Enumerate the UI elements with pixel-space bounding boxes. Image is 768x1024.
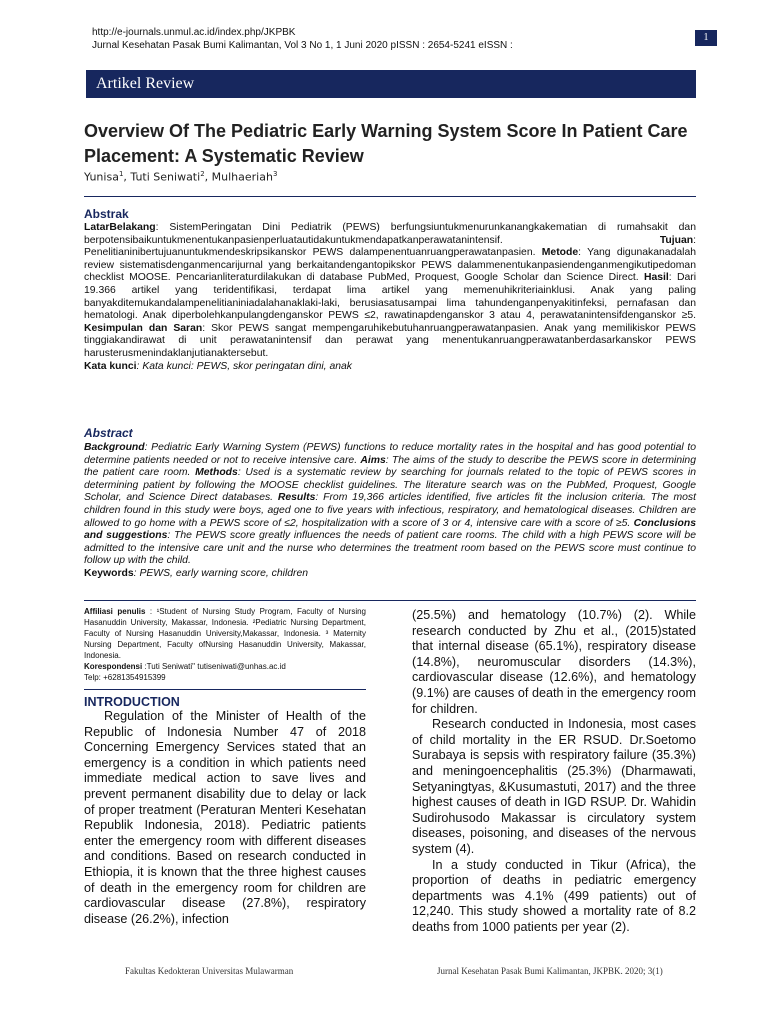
label-results: Results: [277, 492, 316, 504]
label-kesimpulan: Kesimpulan dan Saran: [84, 322, 203, 334]
article-title: Overview Of The Pediatric Early Warning System Score In Patient Care Placement: A Systematic Review: [84, 121, 688, 166]
label-keywords: Keywords: [84, 567, 134, 579]
journal-citation-line: Jurnal Kesehatan Pasak Bumi Kalimantan, Vol 3 No 1, 1 Juni 2020 pISSN : 2654-5241 eISSN :: [92, 40, 513, 51]
footer-left: Fakultas Kedokteran Universitas Mulawarman: [125, 966, 294, 976]
text-background: : Pediatric Early Warning System (PEWS) functions to reduce mortality rates in the hospital and has good potential to determine patients needed or not to receive intensive care.: [84, 442, 696, 466]
left-column: [84, 606, 366, 927]
label-metode: Metode: [541, 247, 579, 259]
author-superscript: 1: [118, 170, 124, 178]
text-aims: : The aims of the study to describe the PEWS score in determining the patient care room.: [84, 454, 696, 479]
page-number-badge: 1: [695, 30, 717, 46]
divider: [84, 196, 696, 197]
correspondence-label: Korespondensi: [84, 662, 143, 671]
label-methods: Methods: [195, 467, 238, 479]
right-column: [412, 608, 696, 935]
body-paragraph: Research conducted in Indonesia, most cases of child mortality in the ER RSUD. Dr.Soetomo Surabaya is sepsis with respiratory failure (35.3%) and meningoencephalitis (25.3%) (Dharmawati, Setyaningtyas, &Kusumastuti, 2017) and the three highest causes of death in IGD RSUP. Dr. Wahidin Sudirohusodo Makassar is circulatory system diseases, poisoning, and diseases of the nervous system (4).: [412, 717, 696, 856]
divider: [84, 600, 696, 601]
author-separator: ,: [204, 170, 212, 184]
journal-url[interactable]: http://e-journals.unmul.ac.id/index.php/JKPBK: [92, 27, 296, 38]
text-kata-kunci: : Kata kunci: PEWS, skor peringatan dini, anak: [136, 360, 352, 372]
affiliation-label: Affiliasi penulis: [84, 607, 146, 616]
abstract-heading: Abstract: [84, 426, 133, 440]
introduction-heading: INTRODUCTION: [84, 689, 366, 709]
text-tujuan: : Penelitianinibertujuanuntukmendeskripsikanskor PEWS dalampenentuanruangperawatanpasien.: [84, 234, 696, 259]
author-separator: ,: [123, 170, 131, 184]
section-label-bar: Artikel Review: [86, 70, 696, 98]
correspondence-text: :Tuti Seniwati" tutiseniwati@unhas.ac.id: [142, 662, 286, 671]
author-name: Yunisa: [84, 170, 119, 184]
author-name: Tuti Seniwati: [130, 170, 201, 184]
text-conclusions: : The PEWS score greatly influences the needs of patient care rooms. The child with a high PEWS score will be admitted to the intensive care unit and the nurse who determines the treatment room based on the PEWS score must continue to follow up with the child.: [84, 530, 696, 567]
text-results: : From 19,366 articles identified, five articles fit the inclusion criteria. The most children found in this study were boys, aged one to five years with infectious, respiratory, and hematological diseases. Children are allowed to go home with a PEWS score of ≤2, hospitalization with a score of 3 or 4, intensive care with a score of ≥5.: [84, 492, 696, 529]
abstract-body: [84, 442, 696, 581]
text-hasil: : Dari 19.366 artikel yang teridentifikasi, terdapat lima artikel yang memenuhikriteriainklusi. Anak yang paling banyakditemukandalampenelitianiniadalahanaklaki-laki, berusiasatusampai lima tahundenganpenyakitinfeksi, pernafasan dan hematologi. Anak diperbolehkanpulangdenganskor PEWS ≤2, rawatinapdenganskor 3 atau 4, perawatanintensifdenganskor ≥5.: [84, 272, 697, 322]
text-methods: : Used is a systematic review by searching for journals related to the topic of PEWS scores in determining patient by following the MOOSE checklist guidelines. The literature search was on the PubMed, Proquest, Google Scholar, and Science Direct databases.: [84, 467, 696, 504]
body-paragraph: In a study conducted in Tikur (Africa), the proportion of deaths in pediatric emergency departments was 4.1% (499 patients) out of 12,240. This study showed a mortality rate of 8.2 deaths from 1000 patients per year (2).: [412, 857, 696, 934]
label-hasil: Hasil: [643, 272, 669, 284]
body-paragraph: (25.5%) and hematology (10.7%) (2). While research conducted by Zhu et al., (2015)stated that internal disease (65.1%), respiratory disease (14.8%), neuromuscular disorders (14.3%), cardiovascular disease (12.6%), and hematology (9.1%) are causes of death in the emergency room for children.: [412, 608, 696, 716]
author-name: Mulhaeriah: [211, 170, 273, 184]
label-tujuan: Tujuan: [659, 234, 694, 246]
text-latar-belakang: : SistemPeringatan Dini Pediatrik (PEWS) berfungsiuntukmenurunkanangkakematian di rumahsakit dan berpotensibaikuntukmenentukanpasienperluatautidakuntukmendapatkanperawatanintensif.: [84, 222, 696, 246]
body-paragraph: Regulation of the Minister of Health of the Republic of Indonesia Number 47 of 2018 Concerning Emergency Services stated that an emergency is a condition in which patients need immediate medical action to save lives and prevent permanent disability due to delay or lack of proper treatment (Peraturan Menteri Kesehatan Republik Indonesia, 2018). Pediatric patients enter the emergency room with different diseases and conditions. Based on research conducted in Ethiopia, it is known that the three highest causes of death in the emergency room for children are cardiovascular disease (27.8%), respiratory disease (26.2%), infection: [84, 709, 366, 926]
text-metode: : Yang digunakanadalah review sistematisdenganmencarijurnal yang berkaitandengantopikskor PEWS dalammenentukanpasiendenganmengikutipedoman checklist MOOSE. Pencarianliteraturdilakukan di database PubMed, Proquest, Google Scholar dan Science Direct.: [84, 247, 696, 284]
label-conclusions: Conclusions and suggestions: [84, 517, 696, 542]
author-list: [84, 170, 277, 184]
affiliation-block: [84, 606, 366, 683]
label-aims: Aims: [360, 454, 386, 466]
author-superscript: 3: [272, 170, 278, 178]
label-latar-belakang: LatarBelakang: [84, 222, 156, 233]
label-kata-kunci: Kata kunci: [84, 360, 137, 372]
text-kesimpulan: : Skor PEWS sangat mempengaruhikebutuhanruangperawatanpasien. Anak yang memilikiskor PEWS tinggiakandirawat di unit perawatanintensif dan perawat yang menentukanruangperawatanberdasarkanskor PEWS harusterusmenindaklanjutianaktersebut.: [84, 322, 696, 359]
text-keywords: : PEWS, early warning score, children: [133, 567, 309, 579]
author-superscript: 2: [200, 170, 205, 178]
footer-right: Jurnal Kesehatan Pasak Bumi Kalimantan, JKPBK. 2020; 3(1): [437, 966, 663, 976]
abstrak-body: [84, 222, 696, 373]
running-header: [92, 26, 513, 52]
abstrak-heading: Abstrak: [84, 207, 129, 221]
affiliation-text: : ¹Student of Nursing Study Program, Faculty of Nursing Hasanuddin University, Makassar, Indonesia. ²Pediatric Nursing Department, Faculty of Nursing Hasanuddin University,Makassar, Indonesia. ³ Maternity Nursing Department, Faculty ofNursing Hasanuddin University, Makassar, Indonesia.: [84, 607, 366, 660]
label-background: Background: [84, 442, 145, 453]
phone-number: Telp: +6281354915399: [84, 673, 166, 682]
